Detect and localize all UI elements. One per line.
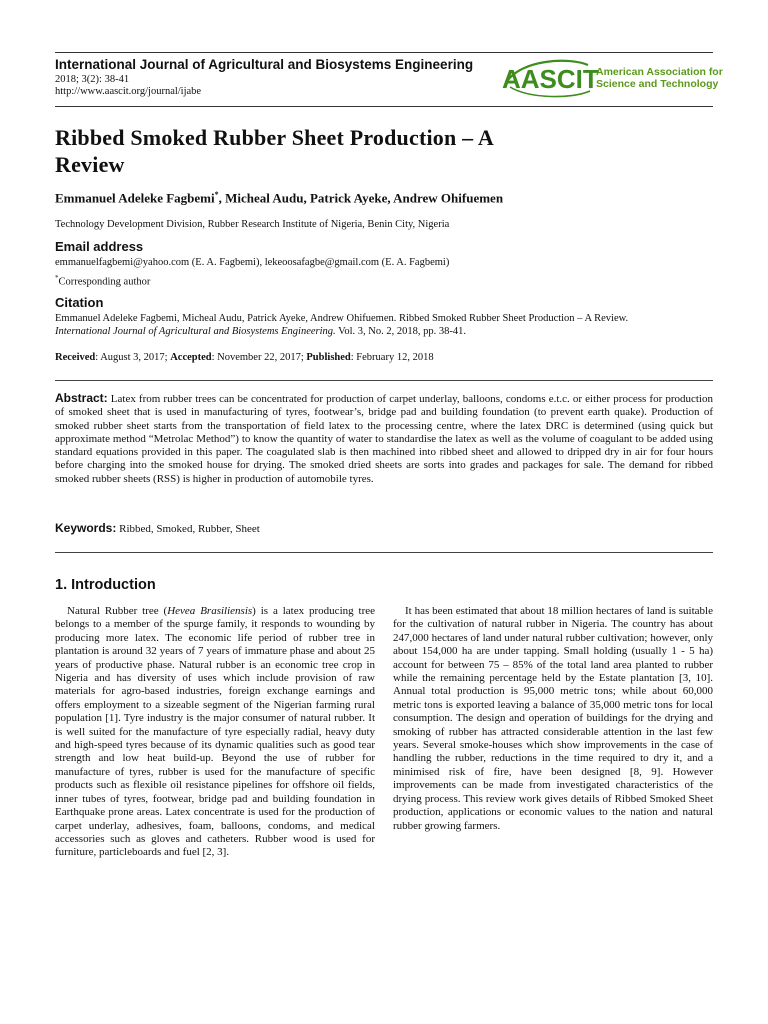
keywords-bottom-rule xyxy=(55,552,713,553)
org-line-1: American Association for xyxy=(596,66,723,78)
published-label: Published xyxy=(306,352,351,363)
species-name: Hevea Brasiliensis xyxy=(167,605,253,617)
keywords-label: Keywords: xyxy=(55,521,117,535)
introduction-heading: 1. Introduction xyxy=(55,577,156,593)
affiliation: Technology Development Division, Rubber Research Institute of Nigeria, Benin City, Nigeria xyxy=(55,219,450,230)
citation-line-1: Emmanuel Adeleke Fagbemi, Micheal Audu, Patrick Ayeke, Andrew Ohifuemen. Ribbed Smoked Rubber Sheet Production – A Review. xyxy=(55,313,629,324)
email-line[interactable]: emmanuelfagbemi@yahoo.com (E. A. Fagbemi), lekeoosafagbe@gmail.com (E. A. Fagbemi) xyxy=(55,257,450,268)
author-first: Emmanuel Adeleke Fagbemi xyxy=(55,190,215,206)
top-rule xyxy=(55,52,713,53)
corresponding-text: Corresponding author xyxy=(58,276,151,288)
corresponding-mark: * xyxy=(214,190,219,199)
intro-p1-rest: ) is a latex producing tree belongs to a member of the spurge family, it responds to wounding by producing more latex. The economic life period of rubber tree in plantation is around 32 years of 7 years of immature phase and about 25 years of productive phase. Natural rubber is an economic tree crop in Nigeria and has diversity of uses which include provision of raw materials for agro-based industries, foreign exchange earnings and offers employment to a sizeable segment of the Nigerian farming rural population [1]. Tyre industry is the major consumer of natural rubber. It is well suited for the manufacture of tyre especially radial, heavy duty and high-speed tyres because of its dynamic qualities such as good tear strength and low heat build-up. Beyond the use of rubber for manufacture of tyres, rubber is used for the manufacture of specific products such as flexible oil resistance pipelines for offshore oil fields, inner tubes of tyres, footwear, bridge pad and building foundation in Earthquake prone areas. Latex concentrate is used for the production of carpet underlay, adhesives, foam, balloons, condoms, and medical accessories such as gloves and catheters. Rubber wood is used for furniture, particleboards and fuel [2, 3]. xyxy=(55,605,376,859)
abstract-top-rule xyxy=(55,380,713,381)
logo-organization xyxy=(596,66,723,90)
title-line-2: Review xyxy=(55,152,125,177)
header-rule xyxy=(55,106,713,107)
received-label: Received xyxy=(55,352,96,363)
keywords-text: Ribbed, Smoked, Rubber, Sheet xyxy=(116,523,260,535)
volume-pages: 2018; 3(2): 38-41 xyxy=(55,74,130,85)
citation-heading: Citation xyxy=(55,295,104,310)
authors xyxy=(55,190,503,206)
intro-paragraph-1 xyxy=(55,605,375,860)
article-title xyxy=(55,124,715,178)
citation-volume: Vol. 3, No. 2, 2018, pp. 38-41. xyxy=(335,326,466,337)
citation-journal: International Journal of Agricultural and Biosystems Engineering. xyxy=(55,326,336,337)
email-heading: Email address xyxy=(55,239,144,254)
authors-rest: , Micheal Audu, Patrick Ayeke, Andrew Ohifuemen xyxy=(218,190,504,206)
abstract-label: Abstract: xyxy=(55,391,108,405)
abstract xyxy=(55,392,713,486)
article-dates xyxy=(55,351,434,364)
journal-url[interactable]: http://www.aascit.org/journal/ijabe xyxy=(55,86,202,97)
accepted-date: : November 22, 2017; xyxy=(211,352,307,363)
intro-paragraph-2: It has been estimated that about 18 million hectares of land is suitable for the cultivation of natural rubber in Nigeria. The country has about 247,000 hectares of land under natural rubber cultivation; however, only about 154,000 ha are under tapping. Small holding (usually 1 - 5 ha) account for between 75 – 85% of the total land area planted to rubber while the remaining percentage held by the Estate plantation [3, 10]. Annual total production is 95,000 metric tons; while about 60,000 metric tons is exported leaving a balance of 35,000 metric tons for local consumption. The design and operation of buildings for the drying and smoking of rubber has attracted considerable attention in the last few years. Several smoke-houses which show improvements in the case of handling the rubber, reductions in the time required to dry it, and a minimised risk of fire, have been designed [8, 9]. However improvements can be made from investigated characteristics of the drying process. This review work gives details of Ribbed Smoked Sheet production, applications or economic values to the nation and natural rubber growing farmers. xyxy=(393,605,713,832)
citation-line-2 xyxy=(55,325,715,338)
intro-p1-start: Natural Rubber tree ( xyxy=(67,605,168,617)
intro-left-column xyxy=(55,605,375,860)
intro-right-column xyxy=(393,605,713,833)
logo-wordmark: AASCIT xyxy=(502,64,599,94)
journal-meta xyxy=(55,74,201,98)
abstract-text: Latex from rubber trees can be concentrated for production of carpet underlay, balloons, condoms e.t.c. or either process for production of smoked sheet that is used in manufacturing of tyres, footwear’s, bridge pad and building foundation (to prevent earth quake). Production of smoked rubber sheet starts from the transportation of field latex to the processing centre, where the latex DRC is determined (using quick but approximate method “Metrolac Method”) to know the quantity of water to standardise the latex as well as the volume of coagulant to be added using standard equations provided in this paper. The coagulated slab is then machined into ribbed sheet and allowed to dripped dry in air for four hours before charging into the smoked house for drying. The smoked dried sheets are sorts into grades and packages for sale. The demand for ribbed smoked rubber sheets (RSS) is higher in production of automobile tyres. xyxy=(55,393,713,485)
accepted-label: Accepted xyxy=(170,352,212,363)
citation-text xyxy=(55,312,715,338)
title-line-1: Ribbed Smoked Rubber Sheet Production – A xyxy=(55,125,494,150)
keywords xyxy=(55,521,260,535)
org-line-2: Science and Technology xyxy=(596,78,719,90)
received-date: : August 3, 2017; xyxy=(95,352,171,363)
corresponding-note-mark: * xyxy=(55,274,59,282)
corresponding-note xyxy=(55,272,150,289)
journal-title: International Journal of Agricultural and Biosystems Engineering xyxy=(55,57,474,72)
published-date: : February 12, 2018 xyxy=(350,352,434,363)
